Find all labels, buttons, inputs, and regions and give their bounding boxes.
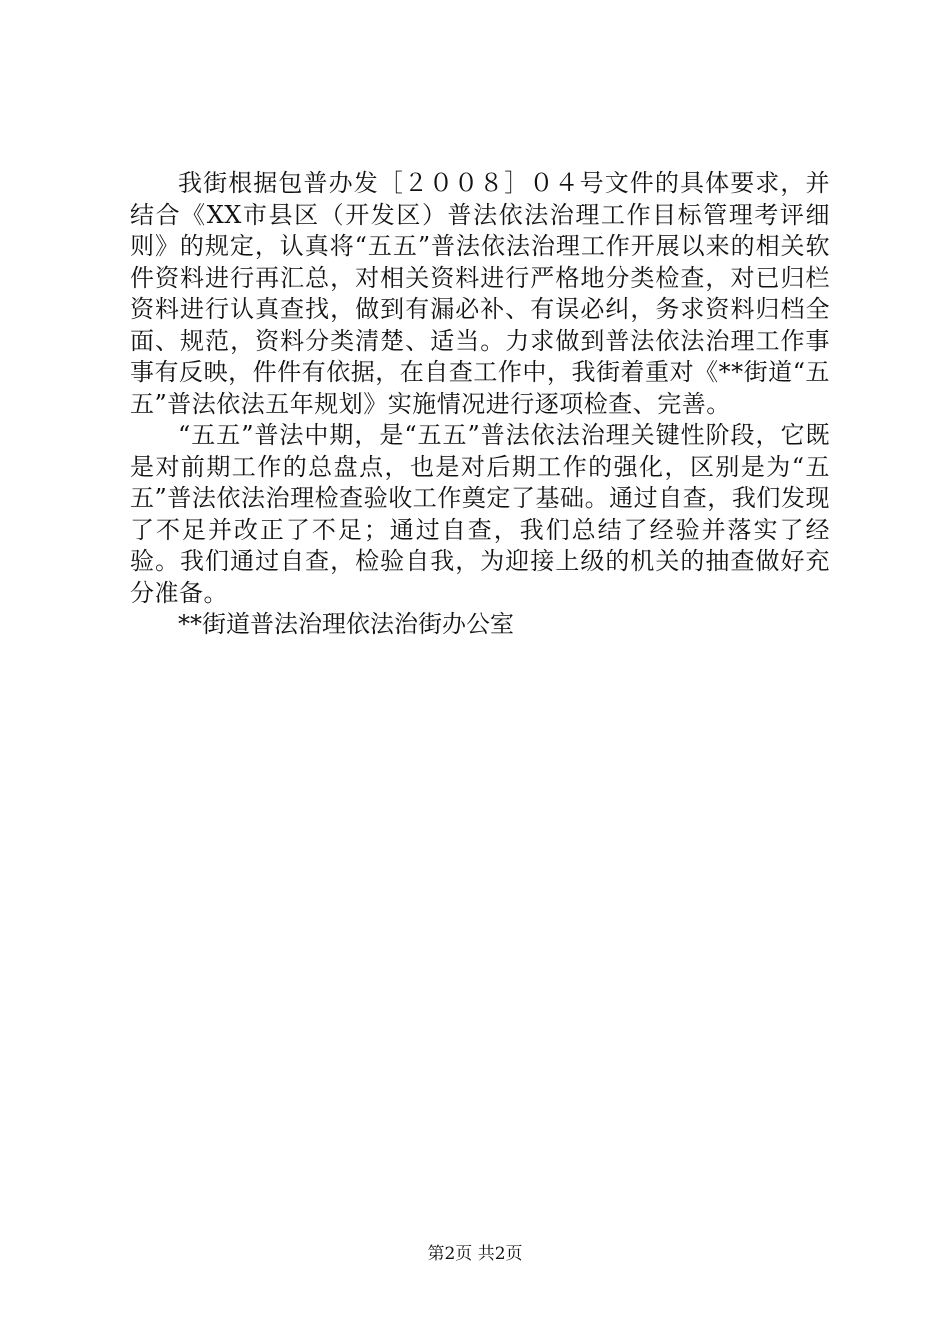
page-footer: 第2页 共2页 [427,1244,523,1264]
paragraph-1: 我街根据包普办发［２００８］０４号文件的具体要求，并结合《XX市县区（开发区）普法依法治理工作目标管理考评细则》的规定，认真将“五五”普法依法治理工作开展以来的相关软件资料进行再汇总，对相关资料进行严格地分类检查，对已归栏资料进行认真查找，做到有漏必补、有误必纠，务求资料归档全面、规范，资料分类清楚、适当。力求做到普法依法治理工作事事有反映，件件有依据，在自查工作中，我街着重对《**街道“五五”普法依法五年规划》实施情况进行逐项检查、完善。 [130,169,830,418]
signature-line: **街道普法治理依法治街办公室 [178,610,514,638]
paragraph-2: “五五”普法中期，是“五五”普法依法治理关键性阶段，它既是对前期工作的总盘点，也是对后期工作的强化，区别是为“五五”普法依法治理检查验收工作奠定了基础。通过自查，我们发现了不足并改正了不足；通过自查，我们总结了经验并落实了经验。我们通过自查，检验自我，为迎接上级的机关的抽查做好充分准备。 [130,421,830,607]
document-body [130,168,830,641]
